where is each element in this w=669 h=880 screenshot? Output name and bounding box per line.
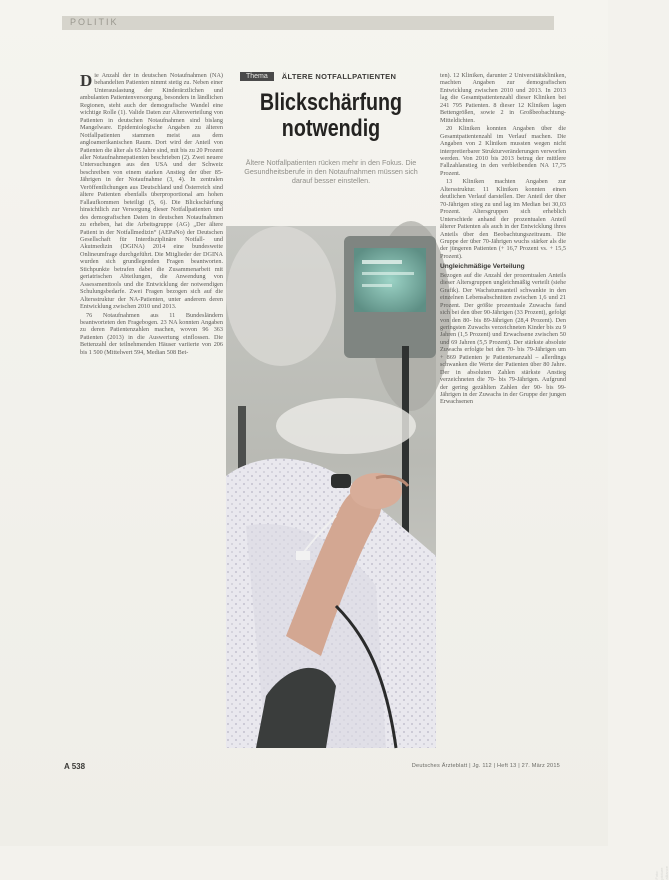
paragraph: Bezogen auf die Anzahl der prozentualen Anteils dieser Altersgruppen ungleichmäßig verteilt (siehe Grafik). Der Wachstumsanteil schwankte in den einzelnen Lebensabschnitten zwischen 1,6 und 21 Prozent. Der größte prozentuale Zuwachs fand sich bei den über 90-Jährigen (33 Prozent), gefolgt von den 80- bis 89-Jährigen (28,4 Prozent). Den geringsten Zuwachs verzeichneten Kinder bis zu 9 Jahren (1,5 Prozent) und Erwachsene zwischen 50 und 69 Jahren (5,5 Prozent). Der stärkste absolute Zuwachs erfolgte bei den 70- bis 79-Jährigen um + 869 Patienten je Patientenanzahl – allerdings schwanken die Werte der Patienten über 80 Jahre. Der in absoluten Zahlen stärkste Anstieg verzeichneten die 70- bis 79-Jährigen. Aufgrund der gering gezählten Zahlen der 90- bis 99-Jährigen in der Zuwachs in der Gruppe der jungen Erwachsenen (440, 271, 566, 406)
photo-credit: Foto: picture alliance (654, 866, 669, 880)
topic-label: ÄLTERE NOTFALLPATIENTEN (281, 71, 397, 81)
paragraph: ie Anzahl der in deutschen Notaufnahmen (NA) behandelten Patienten nimmt stetig zu. Neben einer Unterauslastung der Kinderärztlichen und ambulanten Patientenversorgung, besonders in ländlichen Regionen, steht auch der demografische Wandel eine wichtige Rolle (1). Valide Daten zur Altersverteilung von Patienten in deutschen Notaufnahmen sind bislang Mangelware. Epidemiologische Angaben zu älteren Notfallpatienten stammen meist aus dem angloamerikanischen Raum. Dort wird der Anteil von Patienten die älter als 65 Jahre sind, mit bis zu 20 Prozent aller Notaufnahmepatienten beschrieben (2). Zwei neuere Untersuchungen aus den USA und der Schweiz beschreiben von einem starken Anstieg der über 85-Jährigen in der Notaufnahme (3, 4). In zentralen Veröffentlichungen aus Deutschland und Österreich sind ältere Patienten ebenfalls überproportional am hohen Fallaufkommen beteiligt (5, 6). Die Blickschärfung hinsichtlich zur Versorgung dieser Notfallpatienten und des demografischen Daten in deutschen Notaufnahmen zu erheben, hat die Arbeitsgruppe (AG) „Der ältere Patient in der Notfallmedizin“ (AEPaNo) der Deutschen Gesellschaft für Interdisziplinäre Notfall- und Akutmedizin (DGINA) 2014 eine bundesweite Onlineumfrage durchgeführt. Die Mitglieder der DGINA wurden sich grundlegenden Fragen beantworten. Stichpunkte betrafen dabei die Zusammenarbeit mit geriatrischen Abteilungen, die Anwendung von Assessmenttools und die Entwicklung der notwendigen Schulungsbedarfe. Zwei Fragen bezogen sich auf die Altersstruktur der NA-Patienten, unter anderem deren Entwicklung zwischen 2010 und 2013. (80, 72, 223, 311)
section-bar (62, 16, 554, 30)
article-column-left (80, 72, 223, 760)
paragraph: 20 Kliniken konnten Angaben über die Gesamtpatientenzahl im Verlauf machen. Die Angaben von 2 Kliniken mussten wegen nicht interpretierbarer Strukturveränderungen verworfen werden. Von 2010 bis 2013 betrug der mittlere Fallzahlanstieg in den verbleibenden NA 17,75 Prozent. (440, 125, 566, 177)
headline-line-1: Blickschärfung (259, 89, 403, 116)
headline-line-2: notwendig (281, 115, 381, 142)
topic-tag: Thema (240, 72, 274, 81)
headline (250, 90, 412, 142)
topic-row (240, 70, 396, 82)
subheading: Ungleichmäßige Verteilung (440, 263, 525, 271)
deck-text: Ältere Notfallpatienten rücken mehr in den Fokus. Die Gesundheitsberufe in den Notaufnahmen müssen sich darauf besser einstellen. (244, 158, 418, 186)
article-column-right (440, 72, 566, 742)
publication-info: Deutsches Ärzteblatt | Jg. 112 | Heft 13 | 27. März 2015 (411, 763, 560, 769)
drop-cap: D (80, 71, 93, 90)
page-number: A 538 (64, 762, 86, 771)
hospital-patient-photo (226, 226, 436, 748)
paragraph: 76 Notaufnahmen aus 11 Bundesländern beantworteten den Fragebogen. 23 NA konnten Angaben zu deren Patientenzahlen machen, wovon 96 363 Patienten (2013) in die Auswertung einflossen. Die Bettenzahl der teilnehmenden Häuser variierte von 206 bis 1 500 (Mittelwert 594, Median 508 Bet- (80, 311, 223, 356)
paragraph: 13 Kliniken machten Angaben zur Altersstruktur. 11 Kliniken konnten einen deutlichen Verlauf darstellen. Der Anteil der über 70-Jährigen stieg zu und lag im Median bei 30,03 Prozent. Altersgruppen sich erheblich Unterschiede anhand der prozentualen Anteil älterer Patienten als auch in der Entwicklung ihres Anteils über den Beobachtungszeitraum. Die Gruppe der über 70-Jährigen wuchs stärker als die der jüngeren Patienten (+ 16,7 Prozent vs. + 15,5 Prozent). (440, 178, 566, 260)
paragraph: ten). 12 Kliniken, darunter 2 Universitätskliniken, machten Angaben zur demografischen Entwicklung zwischen 2010 und 2013. In 2013 lag die Gesamtpatientenzahl dieser Kliniken bei 241 795 Patienten. 8 dieser 12 Kliniken lagen Bettengrößen, sowie 2 in Großbeobachtung-Mitteldichten. (440, 72, 566, 124)
section-label: POLITIK (70, 17, 119, 27)
